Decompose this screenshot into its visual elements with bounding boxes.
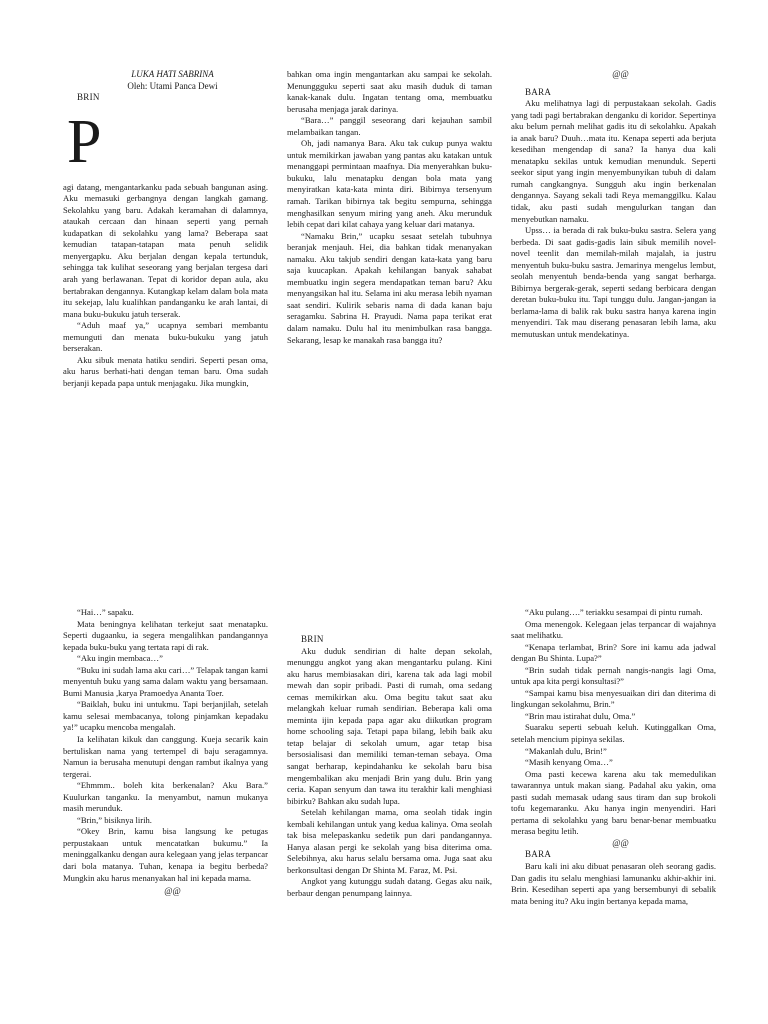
paragraph: Baru kali ini aku dibuat penasaran oleh seorang gadis. Dan gadis itu selalu menghiasi lamunanku akhir-akhir ini. Brin. Kesedihan seperti apa yang bersembunyi di sebalik mata bening itu? Aku ingin bertanya kepada mama, bbox=[511, 861, 716, 906]
drop-cap: P bbox=[67, 107, 102, 176]
paragraph: “Hai…” sapaku. bbox=[77, 607, 134, 617]
paragraph: “Baiklah, buku ini untukmu. Tapi berjanjilah, setelah kamu selesai membacanya, tolong pinjamkan kepadaku ya!” ucapku mencoba mengalah. bbox=[63, 699, 268, 733]
column-top-left bbox=[63, 69, 268, 389]
author-line: Oleh: Utami Panca Dewi bbox=[127, 80, 218, 91]
paragraph: Angkot yang kutunggu sudah datang. Gegas aku naik, berbaur dengan penumpang lainnya. bbox=[287, 876, 492, 899]
column-bottom-middle bbox=[287, 634, 492, 900]
paragraph: “Aku ingin membaca…” bbox=[77, 653, 163, 664]
paragraph: Aku sibuk menata hatiku sendiri. Seperti pesan oma, aku harus berhati-hati dengan teman baru. Oma sudah berjanji kepada papa untuk menjagaku. Jika mungkin, bbox=[63, 354, 268, 388]
paragraph: “Aduh maaf ya,” ucapnya sembari membantu memunguti dan menata buku-bukuku yang jatuh berserakan. bbox=[63, 320, 268, 354]
paragraph: “Brin,” bisiknya lirih. bbox=[77, 814, 152, 825]
paragraph: “Okey Brin, kamu bisa langsung ke petugas perpustakaan untuk mencatatkan bukumu.” Ia meninggalkanku dengan aura kelegaan yang jelas terpancar dari bola matanya. Tuhan, kenapa ia begitu berbeda? Mungkin aku harus menanyakan hal ini kepada mama. bbox=[63, 826, 268, 883]
paragraph: Upss… ia berada di rak buku-buku sastra. Selera yang berbeda. Di saat gadis-gadis lain sibuk memilih novel-novel teenlit dan memilah-milah majalah, ia justru menyentuh buku-buku sastra. Jemarinya mengelus lembut, seolah menyentuh benda-benda yang sangat berharga. Bibirnya bergerak-gerak, seperti sedang berbicara dengan deretan buku-buku itu. Tapi tunggu dulu. Jangan-jangan ia berlama-lama di balik rak buku sastra hanya karena ingin menyendiri. Tak mau diserang penasaran lebih lama, aku memutuskan untuk mendekatinya. bbox=[511, 225, 716, 340]
paragraph: “Namaku Brin,” ucapku sesaat setelah tubuhnya beranjak menjauh. Hei, dia bahkan tidak menanyakan namaku. Aku takjub sendiri dengan kata-kata yang baru saja kuucapkan. Apakah kehilangan banyak sahabat membuatku ingin segera mendapatkan teman baru? Aku menyangsikan hal itu. Selama ini aku merasa lebih nyaman saat sendiri. Kulirik sebaris nama di dada kanan baju seragamku. Sabrina H. Prayudi. Nama papa terikat erat dalam namaku. Dulu hal itu menimbulkan rasa bangga. Sekarang, lesap ke manakah rasa bangga itu? bbox=[287, 230, 492, 345]
paragraph: “Ehmmm.. boleh kita berkenalan? Aku Bara.” Kuulurkan tanganku. Ia menyambut, namun mukanya masih merunduk. bbox=[63, 780, 268, 814]
paragraph: Aku duduk sendirian di halte depan sekolah, menunggu angkot yang akan mengantarku pulang. Kini aku harus membiasakan diri, karena tak ada lagi mobil mewah dan sopir pribadi. Pasti di rumah, oma sedang cemas memikirkan aku. Oma begitu takut saat aku melangkah keluar rumah sendirian. Beberapa kali oma meminta ijin kepada papa agar aku diikutkan program home schooling saja. Tetapi papa bilang, lebih baik aku tetap belajar di sekolah umum, agar tetap bisa bersosialisasi dan memiliki teman-teman sebaya. Oma sangat berharap, kepindahanku ke sekolah baru bisa mengembalikan aku menjadi Brin yang dulu. Brin yang ceria. Kapan senyum dan tawa itu terakhir kali menghiasi bibirku? Bahkan aku sudah lupa. bbox=[287, 645, 492, 806]
paragraph: Mata beningnya kelihatan terkejut saat menatapku. Seperti dugaanku, ia segera mengalihkan pandangannya kepada buku-buku yang tertata rapi di rak. bbox=[63, 618, 268, 652]
paragraph: Suaraku seperti sebuah keluh. Kutinggalkan Oma, setelah mencium pipinya sekilas. bbox=[511, 722, 716, 745]
paragraph: Oma pasti kecewa karena aku tak memedulikan tawarannya untuk makan siang. Padahal aku yakin, oma pasti sudah memasak udang saus tiram dan sup brokoli tofu kegemaranku. Aku hanya ingin menyendiri. Hari pertama di sekolahku yang baru benar-benar membuatku merasa begitu letih. bbox=[511, 768, 716, 837]
paragraph: Setelah kehilangan mama, oma seolah tidak ingin kembali kehilangan untuk yang kedua kalinya. Oma seolah tak bisa melepaskanku sedetik pun dari pandangannya. Hanya alasan pergi ke sekolah yang bisa diterima oma. Selebihnya, aku harus selalu bersama oma. Juga saat aku berkonsultasi dengan Dr Shinta M. Faraz, M. Psi. bbox=[287, 807, 492, 875]
section-heading-brin: BRIN bbox=[301, 634, 324, 644]
paragraph: “Sampai kamu bisa menyesuaikan diri dan diterima di lingkungan sekolahmu, Brin.” bbox=[511, 687, 716, 710]
section-separator: @@ bbox=[612, 837, 629, 848]
paragraph: “Kenapa terlambat, Brin? Sore ini kamu ada jadwal dengan Bu Shinta. Lupa?” bbox=[511, 641, 716, 664]
paragraph: bahkan oma ingin mengantarkan aku sampai ke sekolah. Menunggguku seperti saat aku masih duduk di taman kanak-kanak dulu. Ingatan tentang oma, membuatku berusaha menjaga jarak darinya. bbox=[287, 69, 492, 114]
section-separator: @@ bbox=[164, 886, 181, 897]
paragraph: “Brin mau istirahat dulu, Oma.” bbox=[525, 710, 636, 721]
paragraph: Aku melihatnya lagi di perpustakaan sekolah. Gadis yang tadi pagi bertabrakan denganku di koridor. Sepertinya aku belum pernah melihat gadis itu di sekolahku. Apakah ia anak baru? Duuh…mata itu. Kenapa seperti ada berjuta kesedihan mengendap di sana? Ia hanya dua kali menatapku sekilas untuk kemudian menunduk. Seperti seekor siput yang ingin menyembunyikan tubuh di dalam rumah cangkangnya. Sungguh aku ingin berkenalan dengannya. Sayang sekali tadi Reya memanggilku. Kalau tidak, aku pasti sudah mengulurkan tangan dan menyebutkan namaku. bbox=[511, 98, 716, 224]
paragraph: “Bara…” panggil seseorang dari kejauhan sambil melambaikan tangan. bbox=[287, 115, 492, 137]
column-bottom-right bbox=[511, 607, 716, 907]
section-separator: @@ bbox=[612, 69, 629, 79]
section-heading-brin: BRIN bbox=[77, 92, 100, 103]
story-title: LUKA HATI SABRINA bbox=[131, 69, 214, 79]
paragraph: “Makanlah dulu, Brin!” bbox=[525, 745, 607, 756]
paragraph: “Buku ini sudah lama aku cari…” Telapak tangan kami menyentuh buku yang sama dalam waktu yang bersamaan. Bumi Manusia ,karya Pramoedya Ananta Toer. bbox=[63, 664, 268, 698]
column-top-right bbox=[511, 69, 716, 341]
section-heading-bara: BARA bbox=[525, 86, 552, 97]
paragraph: “Brin sudah tidak pernah nangis-nangis lagi Oma, untuk apa kita pergi konsultasi?” bbox=[511, 664, 716, 687]
section-heading-bara: BARA bbox=[525, 849, 552, 860]
paragraph: Oh, jadi namanya Bara. Aku tak cukup punya waktu untuk memikirkan jawaban yang pantas aku katakan untuk menanggapi permintaan maafnya. Dia menyerahkan buku-bukuku, lalu menatapku dengan bola mata yang menyiratkan kata-kata minta diri. Bibirnya tersenyum ramah. Tarikan bibirnya tak begitu sempurna, sehingga menghasilkan senyum miring yang aneh. Aku merunduk lebih cepat dari kilat cahaya yang keluar dari matanya. bbox=[287, 138, 492, 230]
paragraph: “Aku pulang….” teriakku sesampai di pintu rumah. bbox=[525, 607, 703, 617]
paragraph: Oma menengok. Kelegaan jelas terpancar di wajahnya saat melihatku. bbox=[511, 618, 716, 641]
column-bottom-left bbox=[63, 607, 268, 898]
column-top-middle bbox=[287, 69, 492, 346]
paragraph: Ia kelihatan kikuk dan canggung. Kueja secarik kain bertuliskan nama yang tertempel di baju seragamnya. Namun ia berusaha menutupi dengan rambut ikalnya yang tergerai. bbox=[63, 734, 268, 779]
paragraph: “Masih kenyang Oma…” bbox=[525, 757, 613, 768]
paragraph: agi datang, mengantarkanku pada sebuah bangunan asing. Aku memasuki gerbangnya dengan langkah gamang. Sekolahku yang baru. Adakah keramahan di dalamnya, ataukah cercaan dan hinaan seperti yang pernah kudapatkan di sekolahku yang lama? Beberapa saat kemudian tatapan-tatapan mata penuh selidik menyergapku. Aku berjalan dengan kepala tertunduk, sehingga tak kulihat seseorang yang berjalan tergesa dari arah yang berlawanan. Tepat di koridor depan aula, aku bertabrakan dengannya. Kutangkap kelam dalam bola mata itu sekejap, lalu kualihkan pandanganku ke arah lantai, di mana buku-bukuku jatuh terserak. bbox=[63, 181, 268, 319]
